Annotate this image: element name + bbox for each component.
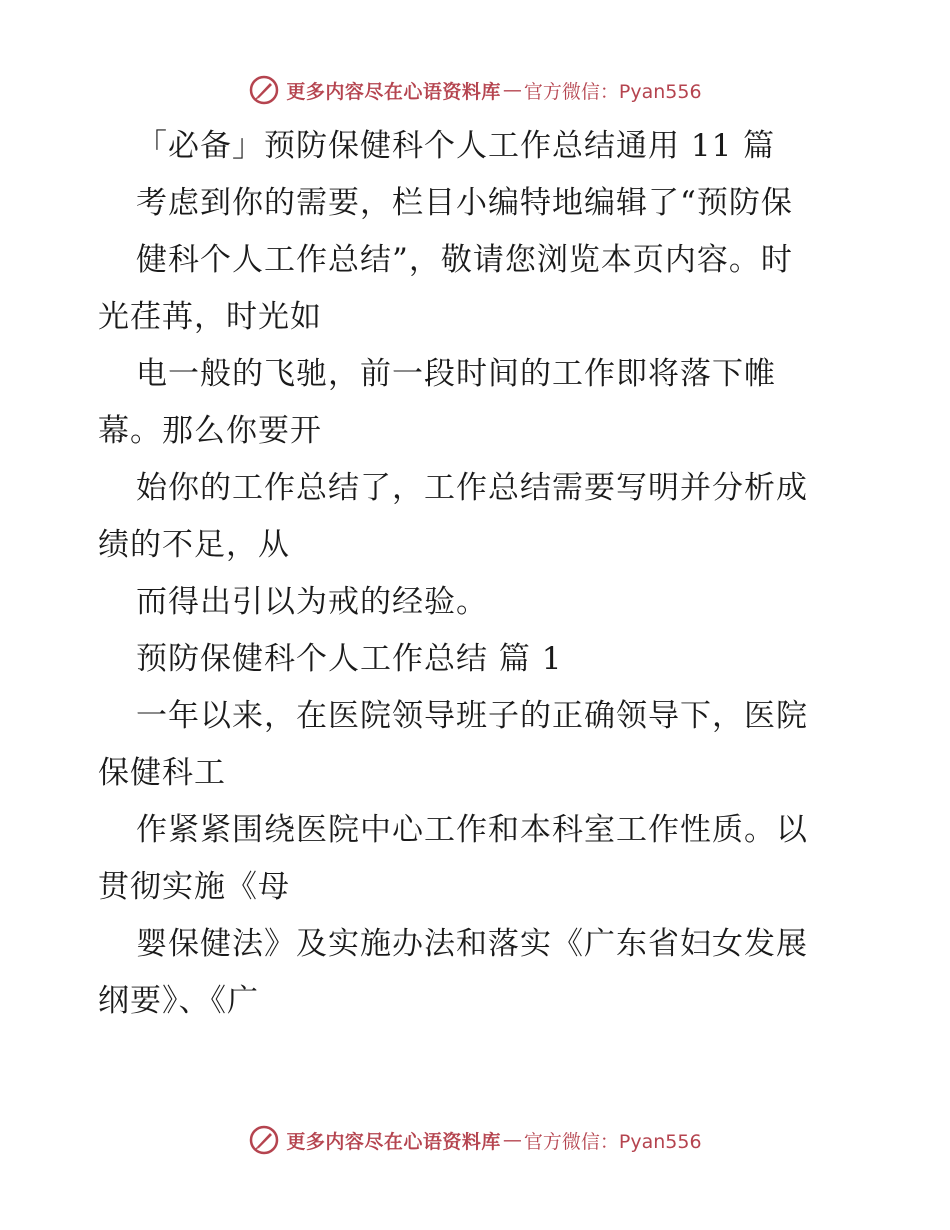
text-line: 幕。那么你要开 <box>98 413 322 449</box>
text-line: 光荏苒，时光如 <box>98 299 322 335</box>
quill-circle-logo-icon <box>248 1124 280 1156</box>
header-watermark <box>0 70 950 110</box>
text-line: 绩的不足，从 <box>98 527 290 563</box>
text-line: 健科个人工作总结”，敬请您浏览本页内容。时 <box>136 242 793 278</box>
text-line: 考虑到你的需要，栏目小编特地编辑了“预防保 <box>136 185 793 221</box>
watermark-account: 官方微信：Pyan556 <box>523 80 702 103</box>
text-line: 而得出引以为戒的经验。 <box>136 584 488 620</box>
text-line: 电一般的飞驰，前一段时间的工作即将落下帷 <box>136 356 776 392</box>
text-line: 始你的工作总结了，工作总结需要写明并分析成 <box>136 470 808 506</box>
document-title: 「必备」预防保健科个人工作总结通用 11 篇 <box>136 128 776 164</box>
footer-watermark <box>0 1120 950 1160</box>
text-line: 纲要》、《广 <box>98 983 259 1019</box>
text-line: 作紧紧围绕医院中心工作和本科室工作性质。以 <box>136 812 808 848</box>
watermark-dash: — <box>502 1129 522 1151</box>
watermark-text: 更多内容尽在心语资料库 <box>286 1130 501 1153</box>
quill-circle-logo-icon <box>248 74 280 106</box>
watermark-account: 官方微信：Pyan556 <box>523 1130 702 1153</box>
watermark-text: 更多内容尽在心语资料库 <box>286 80 501 103</box>
text-line: 婴保健法》及实施办法和落实《广东省妇女发展 <box>136 926 808 962</box>
watermark-dash: — <box>502 79 522 101</box>
text-line: 一年以来，在医院领导班子的正确领导下，医院 <box>136 698 808 734</box>
section-heading: 预防保健科个人工作总结 篇 1 <box>136 641 563 677</box>
text-line: 保健科工 <box>98 755 226 791</box>
text-line: 贯彻实施《母 <box>98 869 290 905</box>
document-body <box>98 118 858 1030</box>
